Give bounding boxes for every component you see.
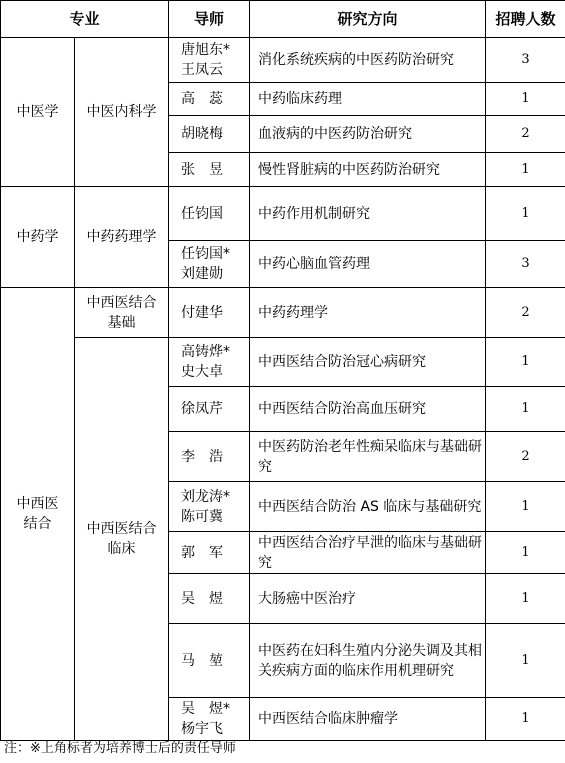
direction-cell: 中医药在妇科生殖内分泌失调及其相关疾病方面的临床作用机理研究 bbox=[250, 624, 486, 698]
subfield-cell: 中西医结合 临床 bbox=[75, 338, 169, 741]
count-cell: 1 bbox=[486, 153, 565, 187]
mentor-cell: 高铸烨* 史大卓 bbox=[169, 338, 250, 387]
mentor-cell: 李 浩 bbox=[169, 432, 250, 482]
direction-cell: 慢性肾脏病的中医药防治研究 bbox=[250, 153, 486, 187]
header-major: 专业 bbox=[1, 1, 169, 38]
table-row bbox=[1, 187, 565, 241]
subfield-cell: 中药药理学 bbox=[75, 187, 169, 288]
direction-cell: 中医药防治老年性痴呆临床与基础研究 bbox=[250, 432, 486, 482]
count-cell: 3 bbox=[486, 241, 565, 288]
count-cell: 1 bbox=[486, 187, 565, 241]
count-cell: 1 bbox=[486, 482, 565, 532]
mentor-cell: 高 蕊 bbox=[169, 83, 250, 116]
count-cell: 1 bbox=[486, 574, 565, 624]
direction-cell: 中西医结合治疗早泄的临床与基础研究 bbox=[250, 532, 486, 574]
table-row bbox=[1, 288, 565, 338]
header-row bbox=[1, 1, 565, 38]
mentor-cell: 刘龙涛* 陈可冀 bbox=[169, 482, 250, 532]
direction-cell: 中西医结合临床肿瘤学 bbox=[250, 698, 486, 741]
direction-cell: 中药作用机制研究 bbox=[250, 187, 486, 241]
count-cell: 1 bbox=[486, 338, 565, 387]
count-cell: 1 bbox=[486, 698, 565, 741]
direction-cell: 中药临床药理 bbox=[250, 83, 486, 116]
header-mentor: 导师 bbox=[169, 1, 250, 38]
major-cell: 中西医 结合 bbox=[1, 288, 75, 741]
count-cell: 1 bbox=[486, 387, 565, 432]
mentor-cell: 付建华 bbox=[169, 288, 250, 338]
header-direction: 研究方向 bbox=[250, 1, 486, 38]
count-cell: 2 bbox=[486, 288, 565, 338]
direction-cell: 中西医结合防治冠心病研究 bbox=[250, 338, 486, 387]
direction-cell: 中西医结合防治高血压研究 bbox=[250, 387, 486, 432]
table-body bbox=[1, 38, 565, 741]
major-cell: 中医学 bbox=[1, 38, 75, 187]
table-row bbox=[1, 338, 565, 387]
mentor-cell: 马 堃 bbox=[169, 624, 250, 698]
mentor-cell: 吴 煜* 杨宇飞 bbox=[169, 698, 250, 741]
count-cell: 1 bbox=[486, 532, 565, 574]
mentor-cell: 唐旭东* 王凤云 bbox=[169, 38, 250, 83]
count-cell: 1 bbox=[486, 83, 565, 116]
major-cell: 中药学 bbox=[1, 187, 75, 288]
direction-cell: 中药心脑血管药理 bbox=[250, 241, 486, 288]
mentor-cell: 胡晓梅 bbox=[169, 116, 250, 153]
mentor-cell: 任钧国 bbox=[169, 187, 250, 241]
count-cell: 1 bbox=[486, 624, 565, 698]
mentor-cell: 郭 军 bbox=[169, 532, 250, 574]
direction-cell: 消化系统疾病的中医药防治研究 bbox=[250, 38, 486, 83]
mentor-cell: 张 昱 bbox=[169, 153, 250, 187]
subfield-cell: 中医内科学 bbox=[75, 38, 169, 187]
direction-cell: 大肠癌中医治疗 bbox=[250, 574, 486, 624]
table-row bbox=[1, 38, 565, 83]
subfield-cell: 中西医结合 基础 bbox=[75, 288, 169, 338]
direction-cell: 血液病的中医药防治研究 bbox=[250, 116, 486, 153]
direction-cell: 中药药理学 bbox=[250, 288, 486, 338]
count-cell: 2 bbox=[486, 432, 565, 482]
mentor-cell: 任钧国* 刘建勋 bbox=[169, 241, 250, 288]
mentor-cell: 吴 煜 bbox=[169, 574, 250, 624]
count-cell: 3 bbox=[486, 38, 565, 83]
header-count: 招聘人数 bbox=[486, 1, 565, 38]
mentor-cell: 徐凤芹 bbox=[169, 387, 250, 432]
direction-cell: 中西医结合防治 AS 临床与基础研究 bbox=[250, 482, 486, 532]
count-cell: 2 bbox=[486, 116, 565, 153]
footnote: 注：※上角标者为培养博士后的责任导师 bbox=[4, 741, 236, 756]
